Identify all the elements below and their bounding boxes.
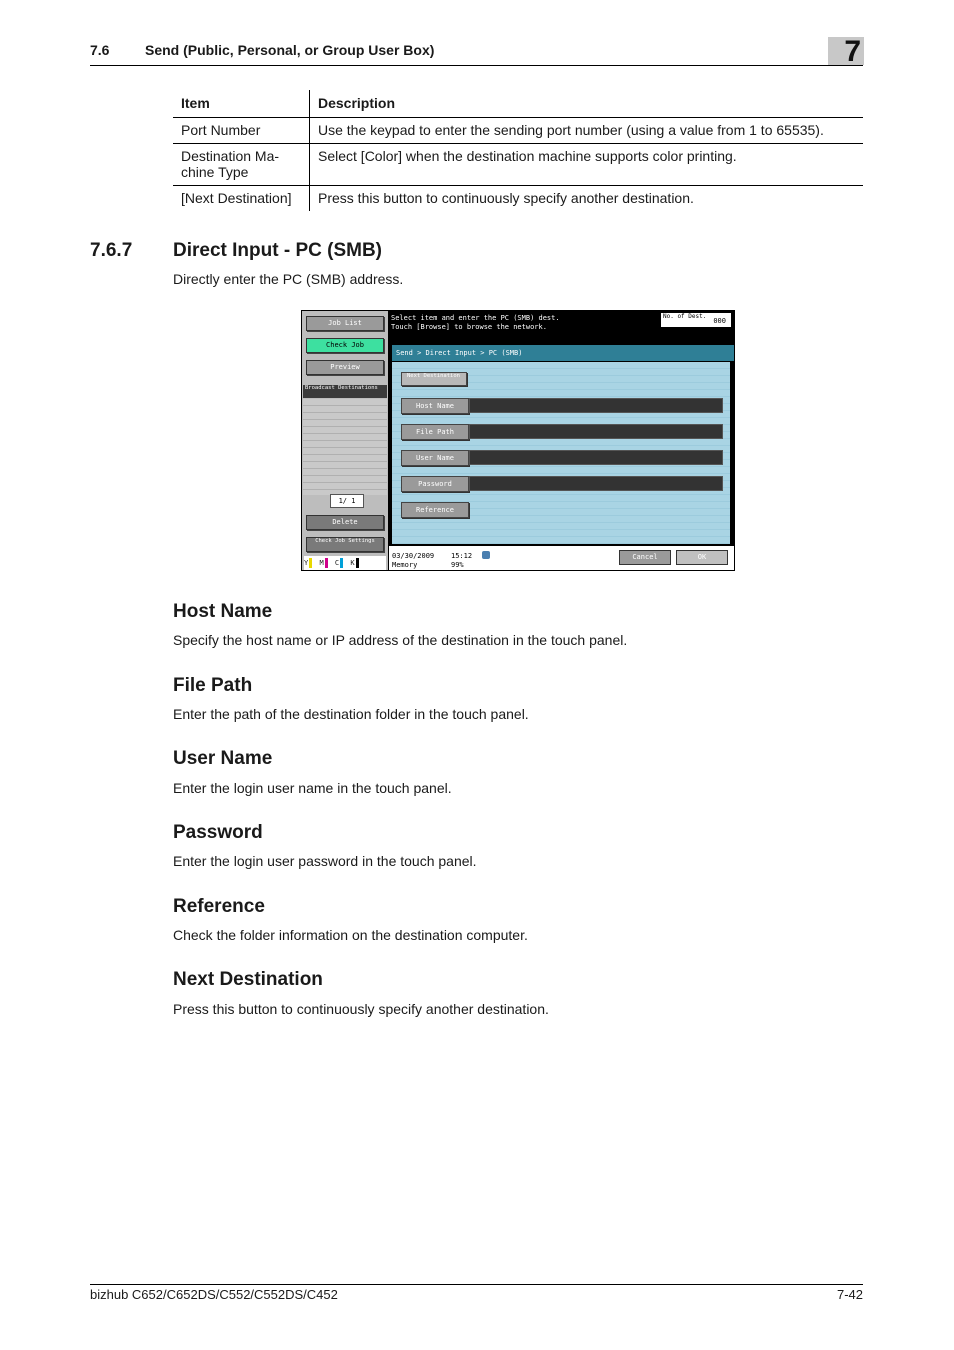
- broadcast-destinations-label: Broadcast Destinations: [303, 385, 387, 398]
- password-field[interactable]: [469, 476, 723, 491]
- password-button[interactable]: Password: [401, 476, 469, 492]
- file-path-button[interactable]: File Path: [401, 424, 469, 440]
- network-icon: [482, 551, 490, 559]
- table-row: [173, 186, 863, 212]
- ok-button[interactable]: OK: [676, 550, 728, 565]
- table-cell-item: Destination Ma-chine Type: [173, 144, 310, 186]
- file-path-field[interactable]: [469, 424, 723, 439]
- chapter-tab: [828, 35, 864, 68]
- reference-button[interactable]: Reference: [401, 502, 469, 518]
- check-job-settings-button[interactable]: Check Job Settings: [306, 537, 384, 552]
- table-row: [173, 118, 863, 144]
- header-section-number: 7.6: [90, 42, 110, 58]
- text-password: Enter the login user password in the touch panel.: [173, 853, 477, 869]
- column-header-description: Description: [310, 90, 864, 118]
- destination-count-box: [661, 313, 731, 327]
- preview-button[interactable]: Preview: [306, 360, 384, 375]
- heading-host-name: Host Name: [173, 601, 273, 622]
- heading-file-path: File Path: [173, 675, 253, 696]
- page-counter: 1/ 1: [330, 494, 364, 508]
- status-date-memory: [392, 552, 434, 570]
- footer-product: bizhub C652/C652DS/C552/C552DS/C452: [90, 1287, 338, 1302]
- heading-user-name: User Name: [173, 748, 273, 769]
- status-memory-label: Memory: [392, 561, 418, 569]
- input-area: [392, 362, 730, 544]
- text-reference: Check the folder information on the destination computer.: [173, 927, 528, 943]
- toner-c-label: C: [334, 559, 340, 567]
- toner-m-bar: [325, 558, 328, 568]
- header-rule: [90, 65, 863, 66]
- destination-count-value: 000: [713, 317, 726, 325]
- section-title: Direct Input - PC (SMB): [173, 240, 382, 261]
- toner-k-label: K: [350, 559, 355, 567]
- heading-reference: Reference: [173, 896, 265, 917]
- toner-c-bar: [340, 558, 343, 568]
- footer-rule: [90, 1284, 863, 1285]
- instruction-line-1: Select item and enter the PC (SMB) dest.: [391, 314, 560, 322]
- section-intro: Directly enter the PC (SMB) address.: [173, 271, 404, 287]
- next-destination-button[interactable]: Next Destination: [401, 372, 467, 386]
- toner-k-bar: [356, 558, 359, 568]
- footer-page-number: 7-42: [836, 1287, 863, 1302]
- toner-y-label: Y: [304, 559, 309, 567]
- table-header-row: [173, 90, 863, 118]
- table-cell-item: [Next Destination]: [173, 186, 310, 212]
- broadcast-list: [303, 399, 387, 495]
- host-name-button[interactable]: Host Name: [401, 398, 469, 414]
- destination-count-label: No. of Dest.: [663, 313, 707, 320]
- heading-next-destination: Next Destination: [173, 969, 323, 990]
- table-cell-description: Select [Color] when the destination machine supports color printing.: [310, 144, 864, 186]
- instruction-message: [391, 314, 560, 332]
- job-list-button[interactable]: Job List: [306, 316, 384, 331]
- text-user-name: Enter the login user name in the touch panel.: [173, 780, 452, 796]
- toner-m-label: M: [319, 559, 324, 567]
- user-name-field[interactable]: [469, 450, 723, 465]
- breadcrumb: Send > Direct Input > PC (SMB): [392, 345, 734, 361]
- delete-button[interactable]: Delete: [306, 515, 384, 530]
- left-panel: [302, 311, 388, 570]
- settings-table: [173, 90, 863, 211]
- status-time: 15:12: [451, 552, 473, 560]
- status-date: 03/30/2009: [392, 552, 435, 560]
- toner-indicator: [304, 556, 386, 570]
- header-section-title: Send (Public, Personal, or Group User Box): [145, 42, 435, 58]
- user-name-button[interactable]: User Name: [401, 450, 469, 466]
- instruction-line-2: Touch [Browse] to browse the network.: [391, 323, 547, 331]
- status-memory-value: 99%: [451, 561, 464, 569]
- text-host-name: Specify the host name or IP address of the destination in the touch panel.: [173, 632, 628, 648]
- touch-panel-screenshot: [301, 310, 735, 571]
- section-number: 7.6.7: [90, 240, 133, 261]
- table-row: [173, 144, 863, 186]
- status-time-memory: [451, 552, 472, 570]
- check-job-button[interactable]: Check Job: [306, 338, 384, 353]
- table-cell-description: Use the keypad to enter the sending port number (using a value from 1 to 65535).: [310, 118, 864, 144]
- status-bar: [389, 546, 734, 570]
- table-cell-item: Port Number: [173, 118, 310, 144]
- table-cell-description: Press this button to continuously specify another destination.: [318, 190, 694, 206]
- text-file-path: Enter the path of the destination folder in the touch panel.: [173, 706, 529, 722]
- cancel-button[interactable]: Cancel: [619, 550, 671, 565]
- toner-y-bar: [309, 558, 312, 568]
- host-name-field[interactable]: [469, 398, 723, 413]
- column-header-item: Item: [173, 90, 310, 118]
- heading-password: Password: [173, 822, 263, 843]
- chapter-number: 7: [844, 35, 861, 68]
- text-next-destination: Press this button to continuously specify another destination.: [173, 1001, 549, 1017]
